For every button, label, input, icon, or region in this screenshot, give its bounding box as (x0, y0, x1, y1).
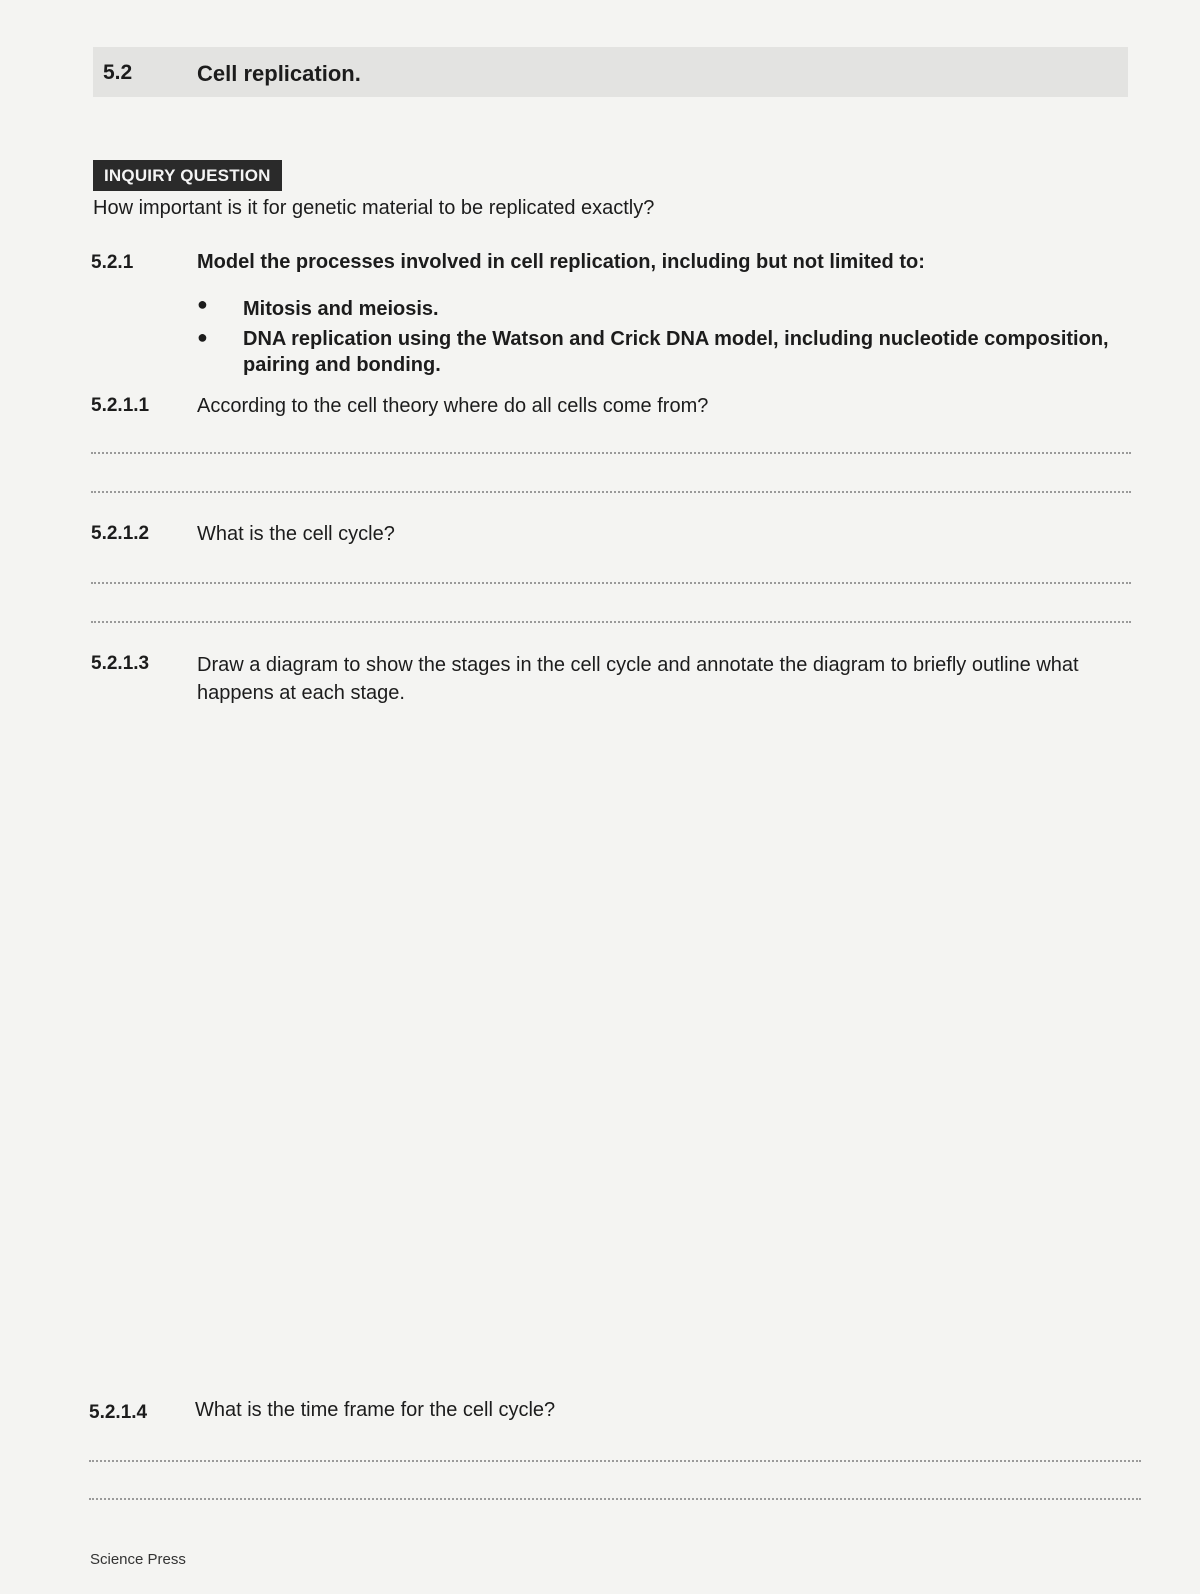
diagram-drawing-area[interactable] (91, 715, 1131, 1415)
bullet-icon: ● (197, 294, 208, 314)
answer-line[interactable] (89, 1498, 1141, 1500)
question-number: 5.2.1.2 (91, 523, 150, 544)
publisher-footer: Science Press (90, 1551, 186, 1568)
answer-line[interactable] (91, 491, 1131, 493)
answer-line[interactable] (91, 452, 1131, 454)
outcome-text: Model the processes involved in cell replication, including but not limited to: (197, 251, 925, 273)
question-number: 5.2.1.1 (91, 395, 150, 416)
question-number: 5.2.1.4 (89, 1402, 148, 1423)
inquiry-question-tag: INQUIRY QUESTION (93, 160, 282, 191)
answer-line[interactable] (91, 621, 1131, 623)
section-number: 5.2 (103, 61, 133, 84)
answer-line[interactable] (89, 1460, 1141, 1462)
outcome-number: 5.2.1 (91, 252, 134, 273)
question-text: According to the cell theory where do all cells come from? (197, 395, 709, 417)
inquiry-question-text: How important is it for genetic material to be replicated exactly? (93, 197, 655, 219)
section-header (93, 47, 1128, 97)
outcome-bullet-2: DNA replication using the Watson and Crick DNA model, including nucleotide composition, pairing and bonding. (243, 328, 1109, 376)
question-text: What is the time frame for the cell cycle? (195, 1399, 556, 1421)
question-number: 5.2.1.3 (91, 653, 150, 674)
question-text: Draw a diagram to show the stages in the cell cycle and annotate the diagram to briefly outline what happens at each stage. (197, 654, 1079, 704)
bullet-icon: ● (197, 327, 208, 347)
question-text: What is the cell cycle? (197, 523, 395, 545)
section-title: Cell replication. (197, 61, 361, 86)
answer-line[interactable] (91, 582, 1131, 584)
outcome-bullet-1: Mitosis and meiosis. (243, 298, 439, 320)
